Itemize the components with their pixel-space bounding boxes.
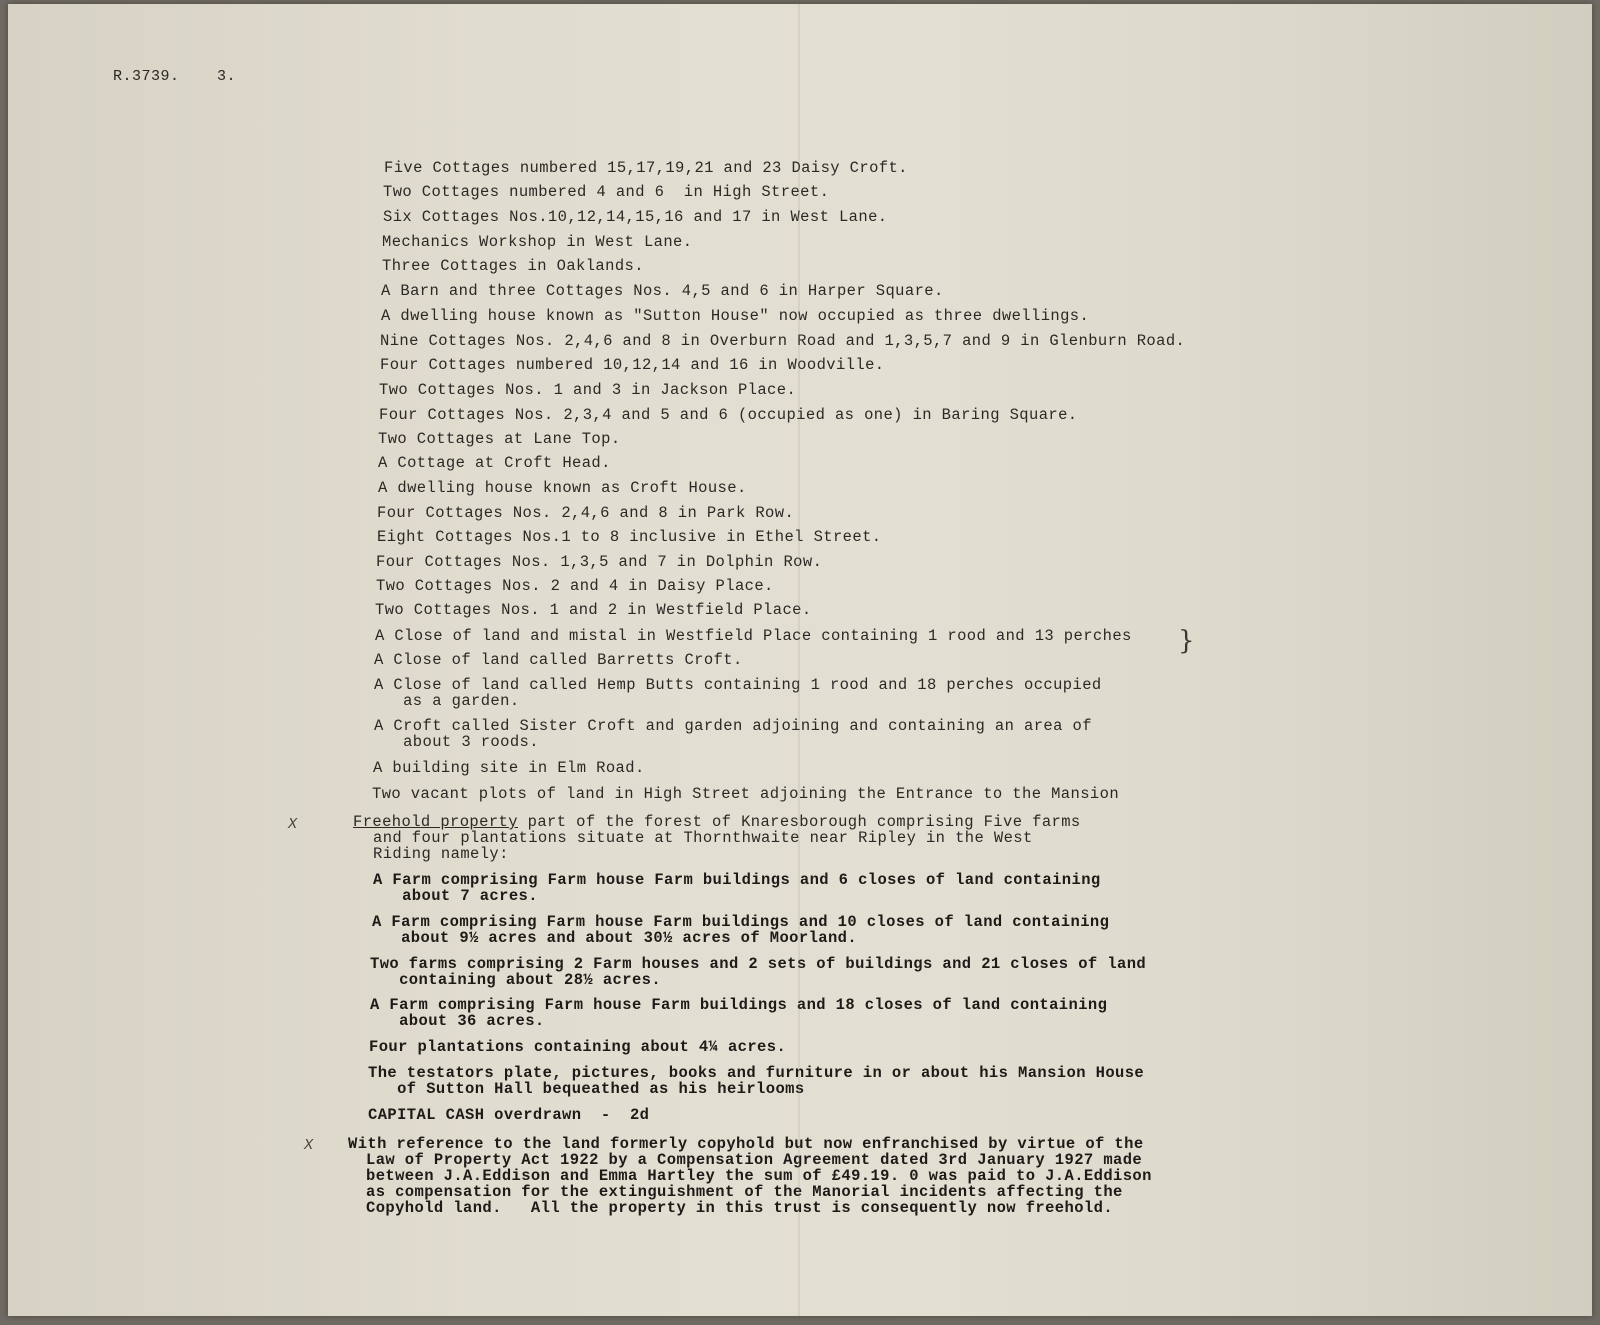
heirlooms-item: The testators plate, pictures, books and furniture in or about his Mansion House [368,1064,1145,1082]
plantations-item: Four plantations containing about 4¼ acres. [369,1038,787,1056]
list-item: A dwelling house known as "Sutton House" now occupied as three dwellings. [381,307,1090,325]
list-item: Two Cottages Nos. 1 and 3 in Jackson Place. [379,381,797,399]
freehold-line: Riding namely: [373,845,509,863]
farm-item-continuation: about 36 acres. [370,1012,545,1030]
margin-mark: X [288,816,298,833]
farm-item: Two farms comprising 2 Farm houses and 2 sets of buildings and 21 closes of land [370,955,1147,973]
page-number: 3. [217,68,237,85]
farm-item: A Farm comprising Farm house Farm buildings and 6 closes of land containing [373,871,1101,889]
freehold-underlined-lead: Freehold property [353,813,518,831]
note-line: With reference to the land formerly copyhold but now enfranchised by virtue of the [348,1135,1144,1153]
list-item: A Close of land called Hemp Butts containing 1 rood and 18 perches occupied [374,676,1102,694]
list-item-continuation: as a garden. [374,692,520,710]
list-item: Five Cottages numbered 15,17,19,21 and 23 Daisy Croft. [384,159,908,177]
list-item-continuation: about 3 roods. [374,733,539,751]
list-item: Two Cottages Nos. 2 and 4 in Daisy Place. [376,577,774,595]
list-item: A Close of land called Barretts Croft. [374,651,743,669]
list-item: Six Cottages Nos.10,12,14,15,16 and 17 in West Lane. [383,208,888,226]
freehold-heading-rest: part of the forest of Knaresborough comprising Five farms [517,813,1081,831]
list-item: A building site in Elm Road. [373,759,645,777]
farm-item: A Farm comprising Farm house Farm buildings and 10 closes of land containing [372,913,1110,931]
bracket-mark: } [1178,626,1195,656]
document-page [8,4,1592,1316]
note-line: Law of Property Act 1922 by a Compensation Agreement dated 3rd January 1927 made [366,1151,1143,1169]
list-item: Eight Cottages Nos.1 to 8 inclusive in Ethel Street. [377,528,882,546]
list-item: A Barn and three Cottages Nos. 4,5 and 6 in Harper Square. [381,282,944,300]
list-item: Mechanics Workshop in West Lane. [382,233,693,251]
list-item: A Close of land and mistal in Westfield Place containing 1 rood and 13 perches [375,627,1132,645]
note-line: Copyhold land. All the property in this trust is consequently now freehold. [366,1199,1114,1217]
list-item: Two Cottages at Lane Top. [378,430,621,448]
farm-item-continuation: about 7 acres. [373,887,538,905]
list-item: Four Cottages Nos. 1,3,5 and 7 in Dolphin Row. [376,553,823,571]
freehold-line: and four plantations situate at Thornthwaite near Ripley in the West [373,829,1033,847]
list-item: Two vacant plots of land in High Street adjoining the Entrance to the Mansion [372,785,1120,803]
capital-cash-line: CAPITAL CASH overdrawn - 2d [368,1106,650,1124]
list-item: A dwelling house known as Croft House. [378,479,747,497]
list-item: Four Cottages Nos. 2,4,6 and 8 in Park Row. [377,504,795,522]
list-item: A Cottage at Croft Head. [378,454,611,472]
farm-item: A Farm comprising Farm house Farm buildings and 18 closes of land containing [370,996,1108,1014]
margin-mark: X [304,1137,314,1154]
list-item: Four Cottages Nos. 2,3,4 and 5 and 6 (occupied as one) in Baring Square. [379,406,1078,424]
reference-number: R.3739. [113,68,180,85]
list-item: A Croft called Sister Croft and garden adjoining and containing an area of [374,717,1092,735]
note-line: as compensation for the extinguishment of the Manorial incidents affecting the [366,1183,1123,1201]
note-line: between J.A.Eddison and Emma Hartley the sum of £49.19. 0 was paid to J.A.Eddison [366,1167,1152,1185]
list-item: Four Cottages numbered 10,12,14 and 16 in Woodville. [380,356,885,374]
list-item: Two Cottages numbered 4 and 6 in High Street. [383,183,830,201]
farm-item-continuation: about 9½ acres and about 30½ acres of Moorland. [372,929,858,947]
list-item: Two Cottages Nos. 1 and 2 in Westfield Place. [375,601,812,619]
list-item: Nine Cottages Nos. 2,4,6 and 8 in Overburn Road and 1,3,5,7 and 9 in Glenburn Road. [380,332,1186,350]
page-header [113,68,264,85]
list-item: Three Cottages in Oaklands. [382,257,644,275]
farm-item-continuation: containing about 28½ acres. [370,971,662,989]
heirlooms-item-continuation: of Sutton Hall bequeathed as his heirlooms [368,1080,805,1098]
